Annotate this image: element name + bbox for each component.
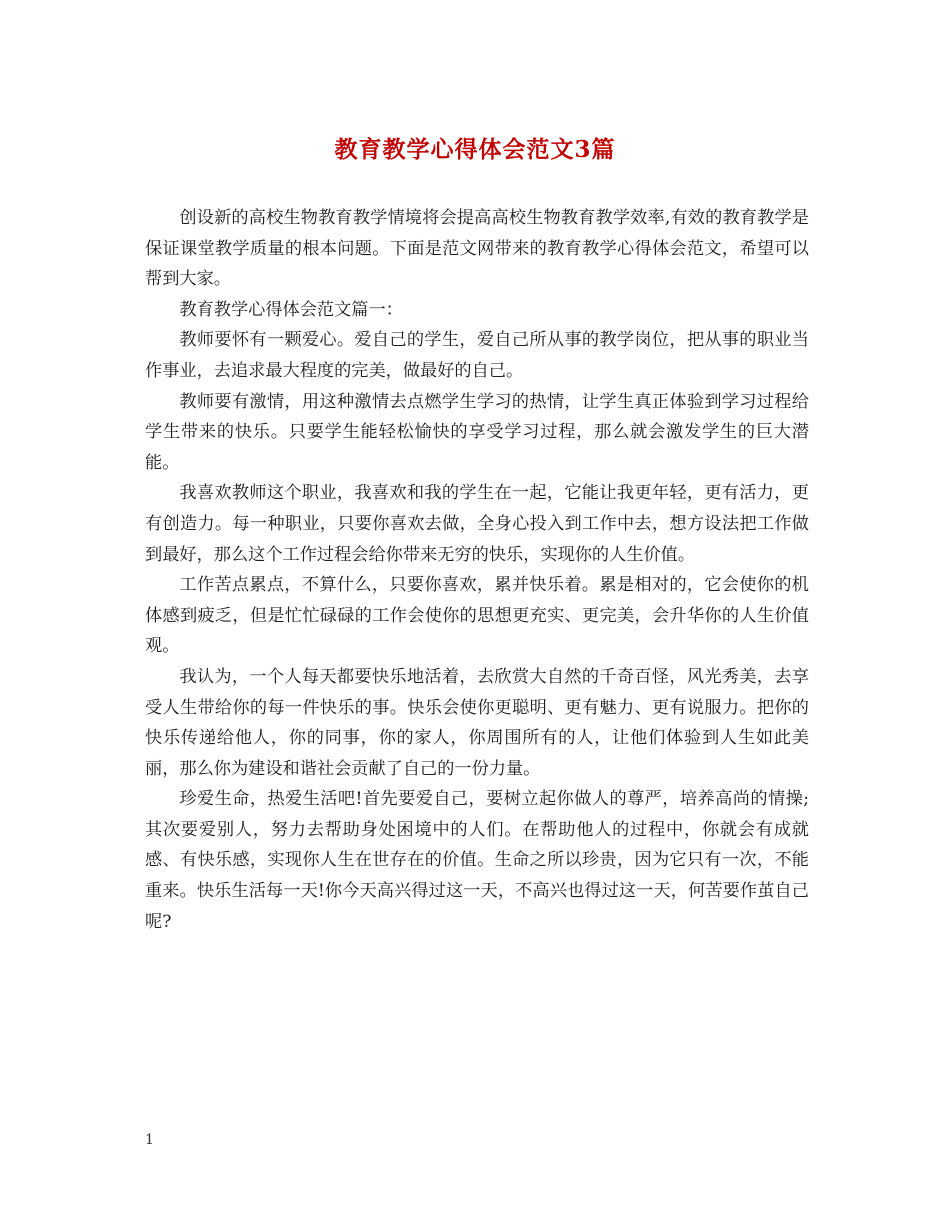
document-title: 教育教学心得体会范文3篇	[334, 136, 616, 163]
paragraph-intro: 创设新的高校生物教育教学情境将会提高高校生物教育教学效率,有效的教育教学是保证课堂教学质量的根本问题。下面是范文网带来的教育教学心得体会范文，希望可以帮到大家。	[145, 208, 809, 290]
paragraph: 我喜欢教师这个职业，我喜欢和我的学生在一起，它能让我更年轻，更有活力，更有创造力。每一种职业，只要你喜欢去做，全身心投入到工作中去，想方设法把工作做到最好，那么这个工作过程会给你带来无穷的快乐，实现你的人生价值。	[145, 483, 809, 565]
paragraph: 我认为，一个人每天都要快乐地活着，去欣赏大自然的千奇百怪，风光秀美，去享受人生带给你的每一件快乐的事。快乐会使你更聪明、更有魅力、更有说服力。把你的快乐传递给他人，你的同事，你的家人，你周围所有的人，让他们体验到人生如此美丽，那么你为建设和谐社会贡献了自己的一份力量。	[145, 666, 809, 779]
paragraph: 教师要怀有一颗爱心。爱自己的学生，爱自己所从事的教学岗位，把从事的职业当作事业，去追求最大程度的完美，做最好的自己。	[145, 330, 809, 381]
document-body	[145, 203, 809, 937]
paragraph: 工作苦点累点，不算什么，只要你喜欢，累并快乐着。累是相对的，它会使你的机体感到疲乏，但是忙忙碌碌的工作会使你的思想更充实、更完美，会升华你的人生价值观。	[145, 575, 809, 657]
paragraph: 珍爱生命，热爱生活吧!首先要爱自己，要树立起你做人的尊严，培养高尚的情操;其次要爱别人，努力去帮助身处困境中的人们。在帮助他人的过程中，你就会有成就感、有快乐感，实现你人生在世存在的价值。生命之所以珍贵，因为它只有一次，不能重来。快乐生活每一天!你今天高兴得过这一天，不高兴也得过这一天，何苦要作茧自己呢?	[145, 789, 809, 932]
paragraph: 教师要有激情，用这种激情去点燃学生学习的热情，让学生真正体验到学习过程给学生带来的快乐。只要学生能轻松愉快的享受学习过程，那么就会激发学生的巨大潜能。	[145, 391, 809, 473]
page-number: 1	[145, 1132, 154, 1148]
section-heading: 教育教学心得体会范文篇一：	[179, 299, 403, 320]
